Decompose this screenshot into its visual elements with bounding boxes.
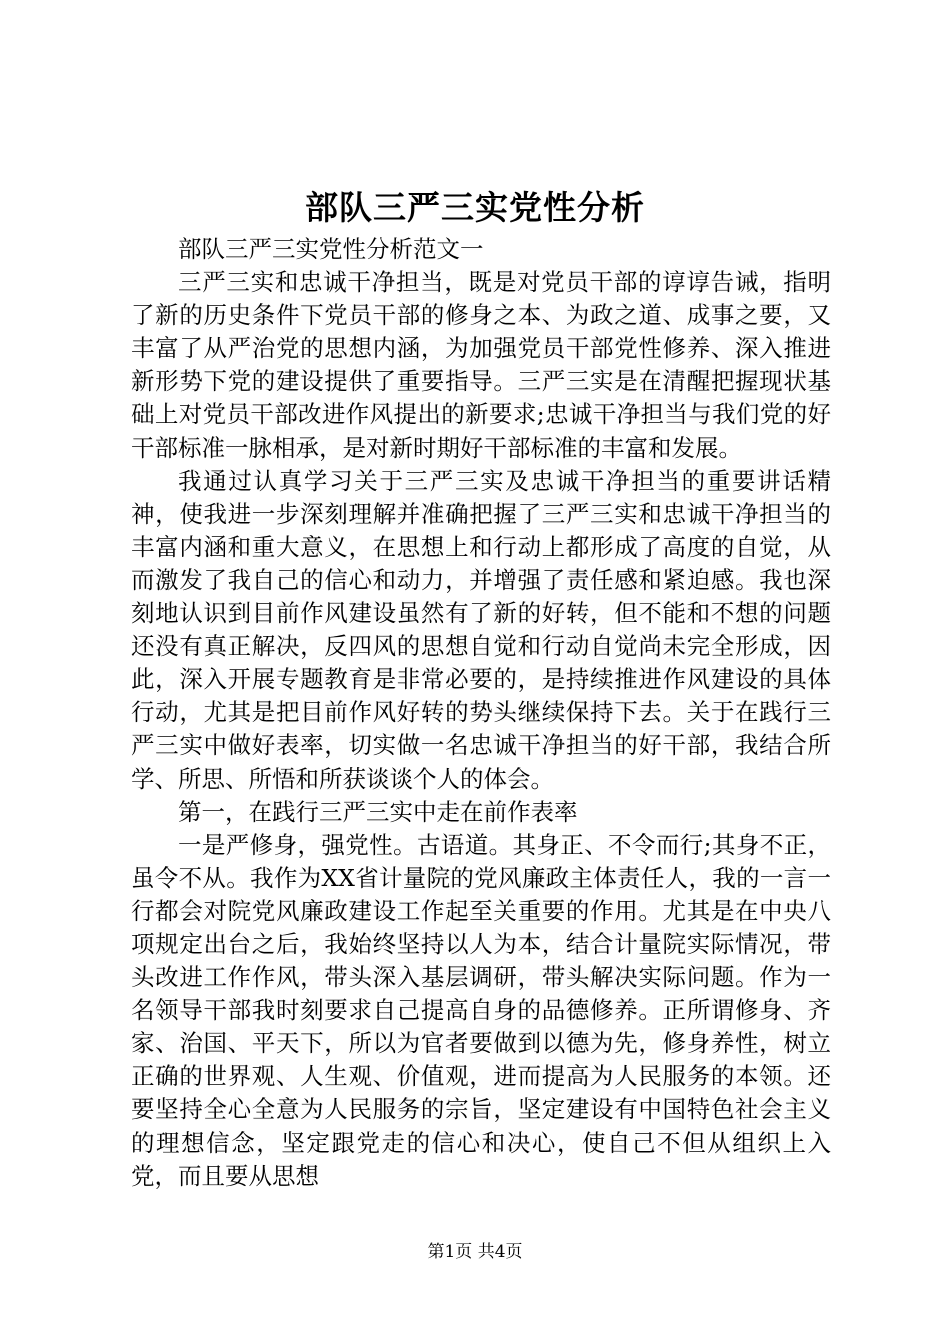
document-body	[131, 233, 831, 1193]
page-number: 第1页 共4页	[427, 1242, 523, 1262]
paragraph-self-cultivation: 一是严修身，强党性。古语道。其身正、不令而行;其身不正，虽令不从。我作为XX省计量院的党风廉政主体责任人，我的一言一行都会对院党风廉政建设工作起至关重要的作用。尤其是在中央八项规定出台之后，我始终坚持以人为本，结合计量院实际情况，带头改进工作作风，带头深入基层调研，带头解决实际问题。作为一名领导干部我时刻要求自己提高自身的品德修养。正所谓修身、齐家、治国、平天下，所以为官者要做到以德为先，修身养性，树立正确的世界观、人生观、价值观，进而提高为人民服务的本领。还要坚持全心全意为人民服务的宗旨，坚定建设有中国特色社会主义的理想信念，坚定跟党走的信心和决心，使自己不但从组织上入党，而且要从思想	[131, 830, 831, 1190]
section-heading: 第一，在践行三严三实中走在前作表率	[178, 797, 578, 826]
document-title: 部队三严三实党性分析	[305, 188, 645, 227]
paragraph-intro: 三严三实和忠诚干净担当，既是对党员干部的谆谆告诫，指明了新的历史条件下党员干部的修身之本、为政之道、成事之要，又丰富了从严治党的思想内涵，为加强党员干部党性修养、深入推进新形势下党的建设提供了重要指导。三严三实是在清醒把握现状基础上对党员干部改进作风提出的新要求;忠诚干净担当与我们党的好干部标准一脉相承，是对新时期好干部标准的丰富和发展。	[131, 268, 831, 462]
paragraph-study: 我通过认真学习关于三严三实及忠诚干净担当的重要讲话精神，使我进一步深刻理解并准确把握了三严三实和忠诚干净担当的丰富内涵和重大意义，在思想上和行动上都形成了高度的自觉，从而激发了我自己的信心和动力，并增强了责任感和紧迫感。我也深刻地认识到目前作风建设虽然有了新的好转，但不能和不想的问题还没有真正解决，反四风的思想自觉和行动自觉尚未完全形成，因此，深入开展专题教育是非常必要的，是持续推进作风建设的具体行动，尤其是把目前作风好转的势头继续保持下去。关于在践行三严三实中做好表率，切实做一名忠诚干净担当的好干部，我结合所学、所思、所悟和所获谈谈个人的体会。	[131, 466, 831, 793]
paragraph-subtitle: 部队三严三实党性分析范文一	[178, 235, 484, 263]
